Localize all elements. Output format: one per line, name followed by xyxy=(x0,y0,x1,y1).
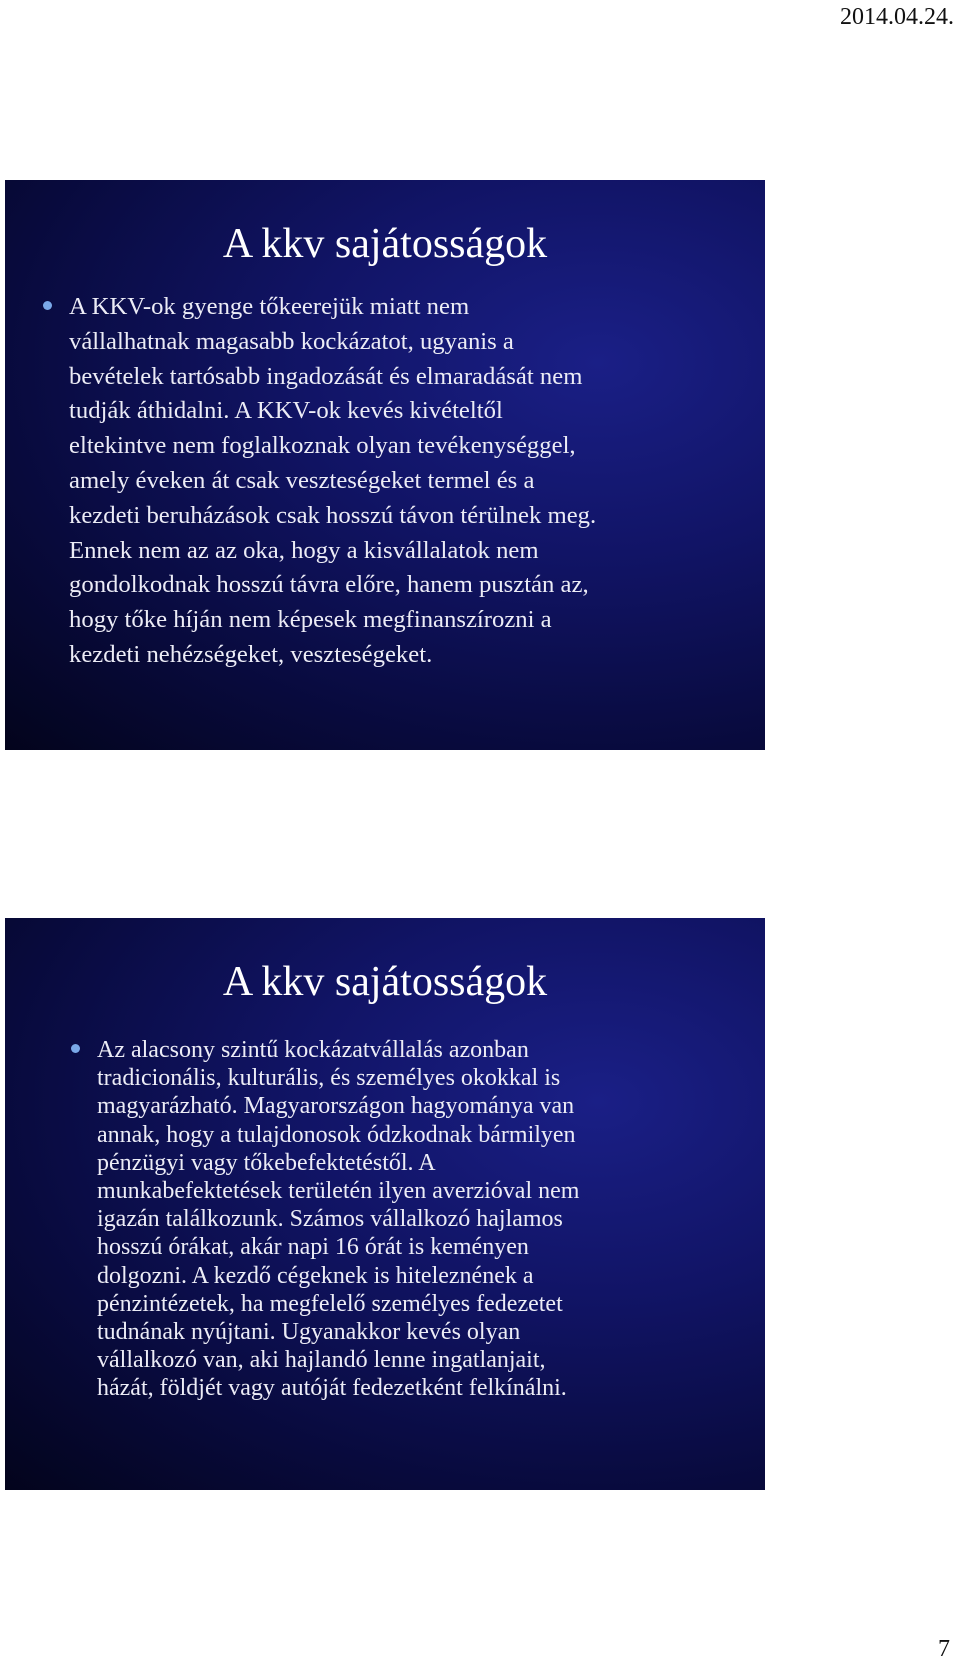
slide-1-bullet-list xyxy=(39,290,745,673)
page-date: 2014.04.24. xyxy=(840,4,954,30)
slide-2 xyxy=(5,918,765,1490)
slide-2-bullet-list xyxy=(39,1036,747,1403)
slide-2-bullet-item xyxy=(39,1036,747,1403)
page-number: 7 xyxy=(938,1635,950,1662)
slide-2-bullet-text: Az alacsony szintű kockázatvállalás azonban tradicionális, kulturális, és személyes okokkal is magyarázható. Magyarországon hagyománya van annak, hogy a tulajdonosok ódzkodnak bármilyen pénzügyi vagy tőkebefektetéstől. A munkabefektetések területén ilyen averzióval nem igazán találkozunk. Számos vállalkozó hajlamos hosszú órákat, akár napi 16 órát is keményen dolgozni. A kezdő cégeknek is hiteleznének a pénzintézetek, ha megfelelő személyes fedezetet tudnának nyújtani. Ugyanakkor kevés olyan vállalkozó van, aki hajlandó lenne ingatlanjait, házát, földjét vagy autóját fedezetként felkínálni. xyxy=(97,1037,580,1402)
slide-2-title: A kkv sajátosságok xyxy=(222,959,548,1005)
bullet-dot-icon xyxy=(43,301,52,310)
bullet-dot-icon xyxy=(71,1044,80,1053)
slide-1-bullet-text: A KKV-ok gyenge tőkeerejük miatt nem vállalhatnak magasabb kockázatot, ugyanis a bevételek tartósabb ingadozását és elmaradását nem tudják áthidalni. A KKV-ok kevés kivételtől eltekintve nem foglalkoznak olyan tevékenységgel, amely éveken át csak veszteségeket termel és a kezdeti beruházások csak hosszú távon térülnek meg. Ennek nem az az oka, hogy a kisvállalatok nem gondolkodnak hosszú távra előre, hanem pusztán az, hogy tőke híján nem képesek megfinanszírozni a kezdeti nehézségeket, veszteségeket. xyxy=(69,293,597,668)
slide-1-title: A kkv sajátosságok xyxy=(222,221,548,267)
slide-1-bullet-item xyxy=(39,290,745,673)
slide-1 xyxy=(5,180,765,750)
